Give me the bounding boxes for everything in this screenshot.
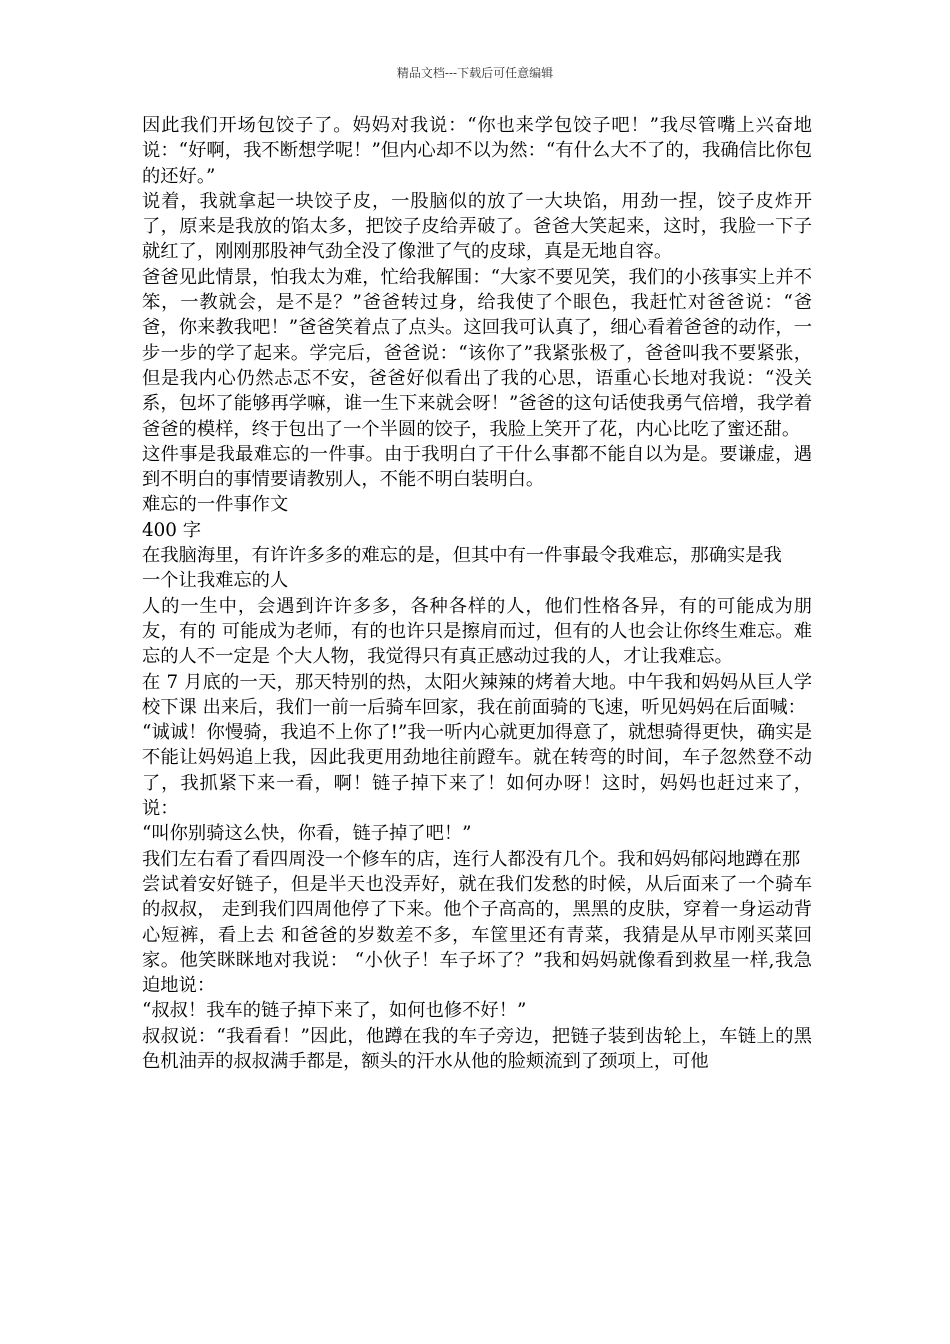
paragraph: “叔叔！我车的链子掉下来了，如何也修不好！” [142, 1000, 527, 1022]
essay-title: 难忘的一件事作文 [142, 494, 289, 516]
paragraph: 叔叔说：“我看看！”因此，他蹲在我的车子旁边，把链子装到齿轮上，车链上的黑色机油弄的叔叔满手都是，额头的汗水从他的脸颊流到了颈项上，可他 [142, 1025, 812, 1072]
section-heading: 一个让我难忘的人 [142, 570, 289, 592]
paragraph: “诚诚！你慢骑，我追不上你了!”我一听内心就更加得意了，就想骑得更快，确实是不能让妈妈追上我，因此我更用劲地往前蹬车。就在转弯的时间，车子忽然登不动了，我抓紧下来一看，啊！链子掉下来了！如何办呀！这时，妈妈也赶过来了，说： [142, 722, 812, 820]
paragraph: 说着，我就拿起一块饺子皮，一股脑似的放了一大块馅，用劲一捏，饺子皮炸开了，原来是我放的馅太多，把饺子皮给弄破了。爸爸大笑起来，这时，我脸一下子就红了，刚刚那股神气劲全没了像泄了气的皮球，真是无地自容。 [142, 190, 812, 263]
paragraph: 尝试着安好链子，但是半天也没弄好，就在我们发愁的时候，从后面来了一个骑车的叔叔， 走到我们四周他停了下来。他个子高高的，黑黑的皮肤，穿着一身运动背心短裤，看上去 和爸爸的岁数差不多，车筐里还有青菜，我猜是从早市刚买菜回家。他笑眯眯地对我说： “小伙子！车子坏了？”我和妈妈就像看到救星一样,我急迫地说： [142, 873, 812, 997]
word-count: 400 字 [142, 519, 201, 541]
paragraph: 因此我们开场包饺子了。妈妈对我说：“你也来学包饺子吧！”我尽管嘴上兴奋地说：“好啊，我不断想学呢！”但内心却不以为然：“有什么大不了的，我确信比你包的还好。” [142, 115, 812, 187]
document-body [142, 113, 812, 1074]
paragraph: “叫你别骑这么快，你看，链子掉了吧！” [142, 823, 472, 845]
paragraph: 在我脑海里，有许许多多的难忘的是，但其中有一件事最令我难忘，那确实是我 [142, 545, 782, 567]
paragraph: 在 7 月底的一天，那天特别的热，太阳火辣辣的烤着大地。中午我和妈妈从巨人学校下课 出来后，我们一前一后骑车回家，我在前面骑的飞速，听见妈妈在后面喊： [142, 671, 812, 718]
paragraph: 人的一生中，会遇到许许多多，各种各样的人，他们性格各异，有的可能成为朋友，有的 可能成为老师，有的也许只是擦肩而过，但有的人也会让你终生难忘。难忘的人不一定是 个大人物，我觉得只有真正感动过我的人，才让我难忘。 [142, 595, 812, 668]
paragraph: 我们左右看了看四周没一个修车的店，连行人都没有几个。我和妈妈郁闷地蹲在那 [142, 848, 801, 870]
page-header: 精品文档---下载后可任意编辑 [396, 66, 554, 80]
paragraph: 这件事是我最难忘的一件事。由于我明白了干什么事都不能自以为是。要谦虚，遇到不明白的事情要请教别人，不能不明白装明白。 [142, 443, 812, 491]
paragraph: 爸爸见此情景，怕我太为难，忙给我解围：“大家不要见笑，我们的小孩事实上并不笨，一教就会，是不是？”爸爸转过身，给我使了个眼色，我赶忙对爸爸说：“爸爸，你来教我吧！”爸爸笑着点了点头。这回我可认真了，细心看着爸爸的动作，一步一步的学了起来。学完后，爸爸说：“该你了”我紧张极了，爸爸叫我不要紧张，但是我内心仍然忐忑不安，爸爸好似看出了我的心思，语重心长地对我说：“没关系，包坏了能够再学嘛，谁一生下来就会呀！”爸爸的这句话使我勇气倍增，我学着爸爸的模样，终于包出了一个半圆的饺子，我脸上笑开了花，内心比吃了蜜还甜。 [142, 266, 812, 440]
